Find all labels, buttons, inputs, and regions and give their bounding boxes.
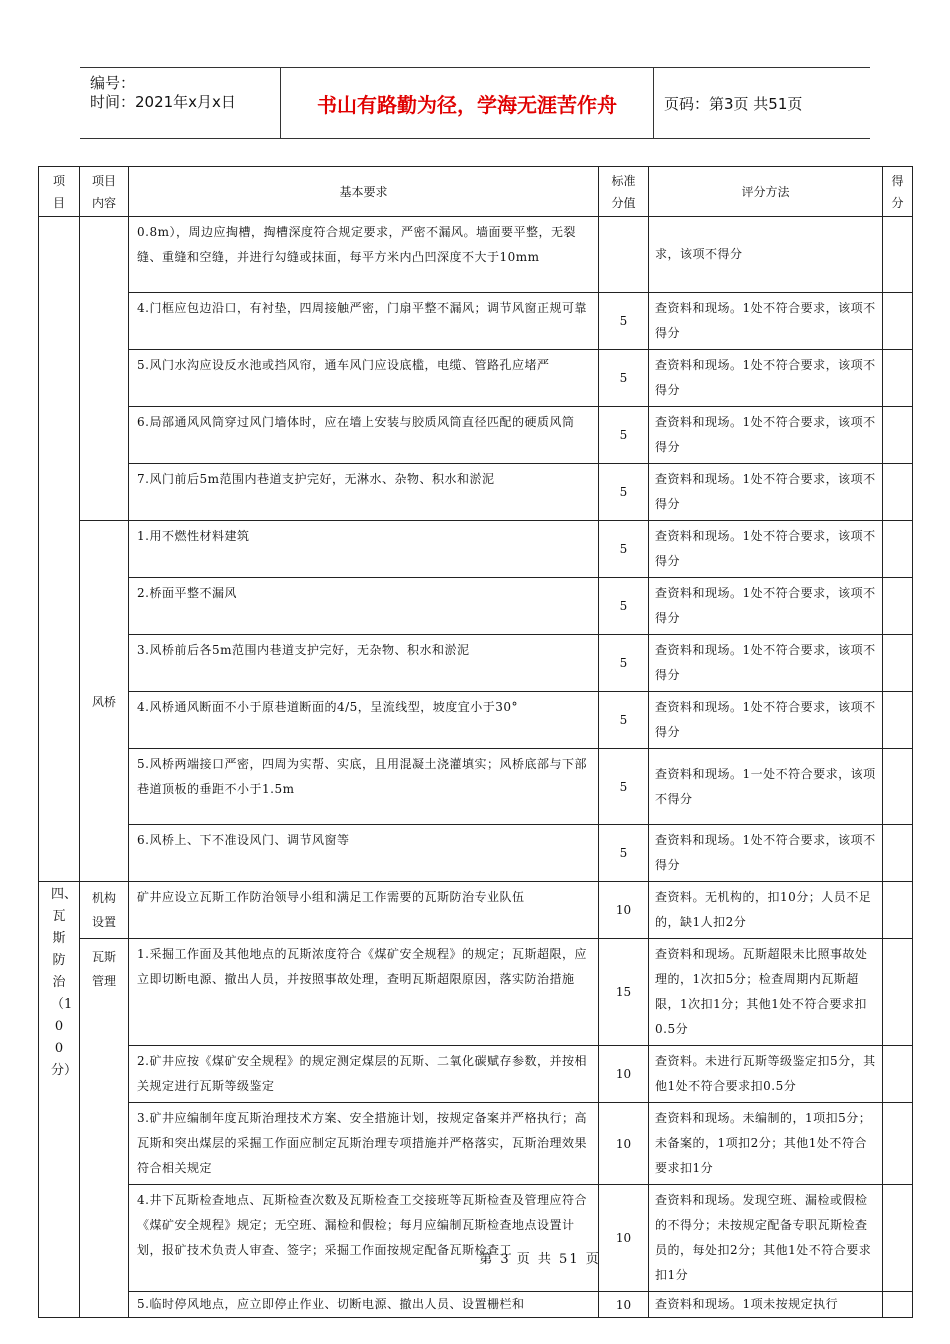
points-cell [883, 407, 913, 464]
points-cell [883, 749, 913, 825]
table-row [39, 217, 913, 293]
score-cell: 5 [599, 692, 649, 749]
requirement-cell: 4.风桥通风断面不小于原巷道断面的4/5，呈流线型，坡度宜小于30° [129, 692, 599, 749]
table-row [39, 578, 913, 635]
col-header-points: 得 分 [883, 167, 913, 217]
requirement-cell: 2.矿井应按《煤矿安全规程》的规定测定煤层的瓦斯、二氧化碳赋存参数，并按相关规定进行瓦斯等级鉴定 [129, 1046, 599, 1103]
requirement-cell: 5.风门水沟应设反水池或挡风帘，通车风门应设底槛，电缆、管路孔应堵严 [129, 350, 599, 407]
header-motto: 书山有路勤为径，学海无涯苦作舟 [281, 68, 654, 138]
requirement-cell: 6.风桥上、下不准设风门、调节风窗等 [129, 825, 599, 882]
score-cell: 10 [599, 1185, 649, 1292]
method-cell: 查资料和现场。1处不符合要求，该项不得分 [649, 464, 883, 521]
score-cell: 5 [599, 578, 649, 635]
score-cell: 10 [599, 1292, 649, 1318]
requirement-cell: 5.风桥两端接口严密，四周为实帮、实底，且用混凝土浇灌填实；风桥底部与下部巷道顶板的垂距不小于1.5m [129, 749, 599, 825]
content-jigou [80, 882, 129, 939]
table-row [39, 407, 913, 464]
points-cell [883, 1046, 913, 1103]
page-footer: 第 3 页 共 51 页 [479, 1252, 601, 1267]
method-cell: 查资料和现场。1处不符合要求，该项不得分 [649, 578, 883, 635]
score-cell: 5 [599, 464, 649, 521]
points-cell [883, 1185, 913, 1292]
method-cell: 查资料和现场。1处不符合要求，该项不得分 [649, 521, 883, 578]
content-wasi-guanli-label: 瓦斯管理 [91, 950, 116, 988]
requirement-cell: 1.用不燃性材料建筑 [129, 521, 599, 578]
table-row [39, 293, 913, 350]
table-row [39, 464, 913, 521]
score-cell: 10 [599, 882, 649, 939]
score-cell: 15 [599, 939, 649, 1046]
requirement-cell: 5.临时停风地点，应立即停止作业、切断电源、撤出人员、设置栅栏和 [129, 1292, 599, 1318]
method-cell: 查资料和现场。瓦斯超限未比照事故处理的，1次扣5分；检查周期内瓦斯超限，1次扣1分；其他1处不符合要求扣0.5分 [649, 939, 883, 1046]
table-header-row [39, 167, 913, 217]
scoring-table [38, 166, 913, 1318]
col-header-requirement: 基本要求 [129, 167, 599, 217]
doc-time-label: 时间：2021年x月x日 [90, 93, 236, 111]
table-row [39, 692, 913, 749]
table-row [39, 1103, 913, 1185]
score-cell: 5 [599, 521, 649, 578]
requirement-cell: 6.局部通风风筒穿过风门墙体时，应在墙上安装与胶质风筒直径匹配的硬质风筒 [129, 407, 599, 464]
header-page-label: 页码：第3页 共51页 [664, 94, 803, 113]
col-header-method: 评分方法 [649, 167, 883, 217]
table-row [39, 1046, 913, 1103]
table-row [39, 350, 913, 407]
points-cell [883, 882, 913, 939]
requirement-cell: 1.采掘工作面及其他地点的瓦斯浓度符合《煤矿安全规程》的规定；瓦斯超限，应立即切断电源、撤出人员，并按照事故处理，查明瓦斯超限原因，落实防治措施 [129, 939, 599, 1046]
table-row [39, 939, 913, 1046]
method-cell: 查资料和现场。发现空班、漏检或假检的不得分；未按规定配备专职瓦斯检查员的，每处扣2分；其他1处不符合要求扣1分 [649, 1185, 883, 1292]
requirement-cell: 7.风门前后5m范围内巷道支护完好，无淋水、杂物、积水和淤泥 [129, 464, 599, 521]
points-cell [883, 578, 913, 635]
requirement-cell: 3.矿井应编制年度瓦斯治理技术方案、安全措施计划，按规定备案并严格执行；高瓦斯和突出煤层的采掘工作面应制定瓦斯治理专项措施并严格落实，瓦斯治理效果符合相关规定 [129, 1103, 599, 1185]
score-cell: 10 [599, 1046, 649, 1103]
points-cell [883, 1292, 913, 1318]
points-cell [883, 692, 913, 749]
header-meta [80, 68, 281, 138]
points-cell [883, 464, 913, 521]
col-header-content: 项目 内容 [80, 167, 129, 217]
method-cell: 查资料和现场。未编制的，1项扣5分；未备案的，1项扣2分；其他1处不符合要求扣1分 [649, 1103, 883, 1185]
score-cell: 5 [599, 749, 649, 825]
content-cell-empty [80, 217, 129, 521]
table-row [39, 1185, 913, 1292]
method-cell: 查资料。未进行瓦斯等级鉴定扣5分，其他1处不符合要求扣0.5分 [649, 1046, 883, 1103]
doc-number-label: 编号： [90, 74, 136, 92]
table-row [39, 521, 913, 578]
table-row [39, 882, 913, 939]
points-cell [883, 521, 913, 578]
col-header-item: 项 目 [39, 167, 80, 217]
points-cell [883, 825, 913, 882]
method-cell: 查资料和现场。1处不符合要求，该项不得分 [649, 635, 883, 692]
requirement-cell: 3.风桥前后各5m范围内巷道支护完好，无杂物、积水和淤泥 [129, 635, 599, 692]
requirement-cell: 矿井应设立瓦斯工作防治领导小组和满足工作需要的瓦斯防治专业队伍 [129, 882, 599, 939]
points-cell [883, 293, 913, 350]
method-cell: 查资料和现场。1处不符合要求，该项不得分 [649, 350, 883, 407]
points-cell [883, 217, 913, 293]
score-cell [599, 217, 649, 293]
col-header-score: 标准 分值 [599, 167, 649, 217]
method-cell: 查资料和现场。1处不符合要求，该项不得分 [649, 692, 883, 749]
score-cell: 5 [599, 293, 649, 350]
method-cell: 查资料。无机构的，扣10分；人员不足的，缺1人扣2分 [649, 882, 883, 939]
item-cell-empty [39, 217, 80, 882]
score-cell: 5 [599, 825, 649, 882]
points-cell [883, 1103, 913, 1185]
table-row [39, 825, 913, 882]
page-header [80, 67, 870, 139]
method-cell: 查资料和现场。1项未按规定执行 [649, 1292, 883, 1318]
table-row [39, 1292, 913, 1318]
points-cell [883, 350, 913, 407]
table-row [39, 635, 913, 692]
score-cell: 10 [599, 1103, 649, 1185]
requirement-cell: 2.桥面平整不漏风 [129, 578, 599, 635]
score-cell: 5 [599, 635, 649, 692]
requirement-cell: 4.门框应包边沿口，有衬垫，四周接触严密，门扇平整不漏风；调节风窗正规可靠 [129, 293, 599, 350]
method-cell: 查资料和现场。1处不符合要求，该项不得分 [649, 407, 883, 464]
content-jigou-label: 机构设置 [91, 891, 116, 929]
table-row [39, 749, 913, 825]
score-cell: 5 [599, 407, 649, 464]
content-fengqiao: 风桥 [80, 521, 129, 882]
requirement-cell: 0.8m），周边应掏槽，掏槽深度符合规定要求，严密不漏风。墙面要平整，无裂缝、重缝和空缝，并进行勾缝或抹面，每平方米内凸凹深度不大于10mm [129, 217, 599, 293]
method-cell: 查资料和现场。1一处不符合要求，该项不得分 [649, 749, 883, 825]
method-cell: 查资料和现场。1处不符合要求，该项不得分 [649, 293, 883, 350]
method-cell: 求，该项不得分 [649, 217, 883, 293]
section4-item-label: 四、瓦斯防治（100分） [51, 887, 78, 1078]
points-cell [883, 635, 913, 692]
points-cell [883, 939, 913, 1046]
score-cell: 5 [599, 350, 649, 407]
requirement-cell: 4.井下瓦斯检查地点、瓦斯检查次数及瓦斯检查工交接班等瓦斯检查及管理应符合《煤矿安全规程》规定；无空班、漏检和假检；每月应编制瓦斯检查地点设置计划，报矿技术负责人审查、签字；采掘工作面按规定配备瓦斯检查工 [129, 1185, 599, 1292]
method-cell: 查资料和现场。1处不符合要求，该项不得分 [649, 825, 883, 882]
